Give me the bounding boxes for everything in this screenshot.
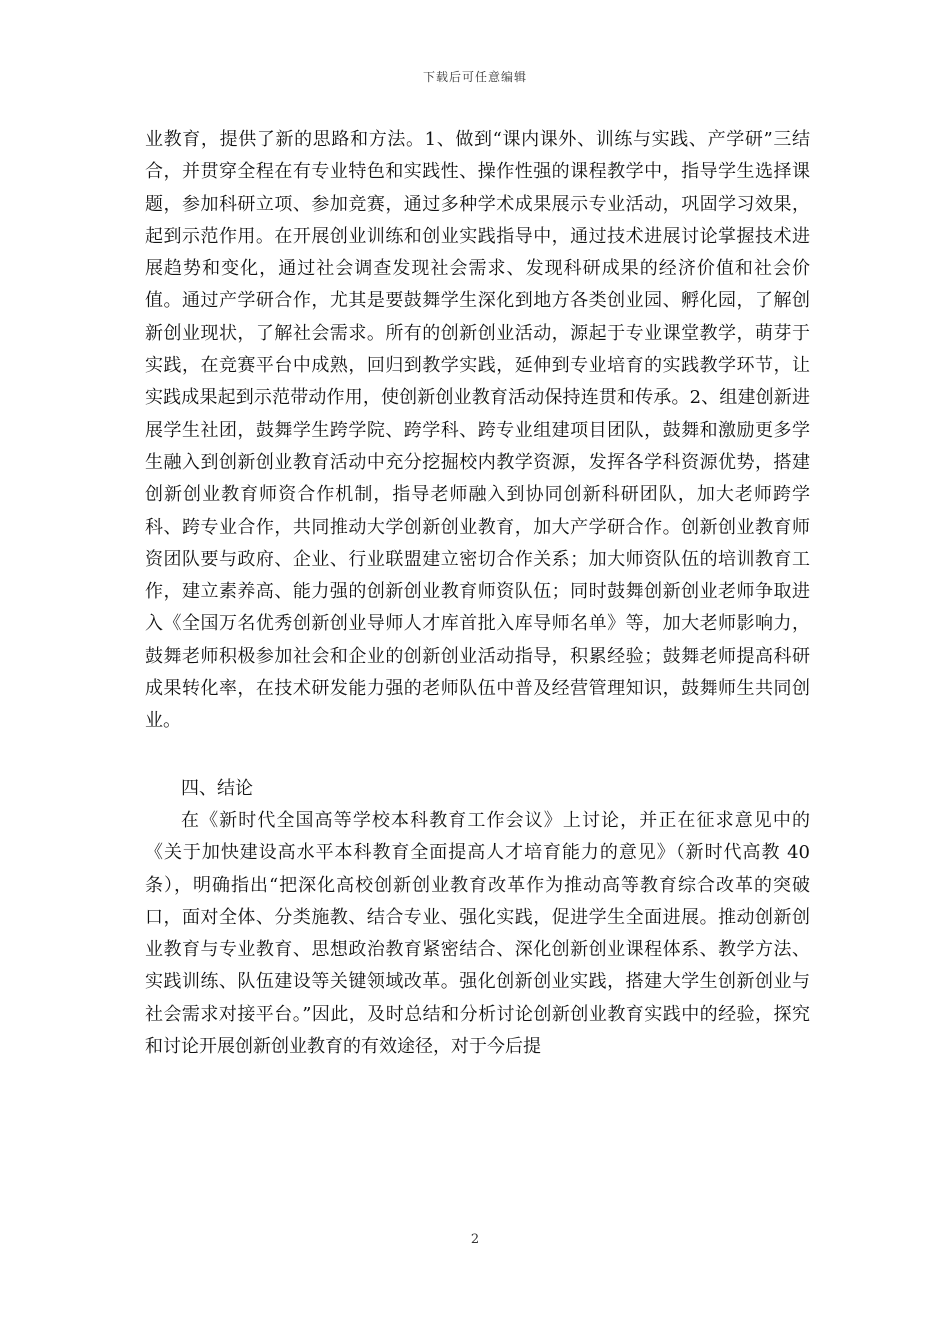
body-paragraph-continued: 业教育，提供了新的思路和方法。1、做到“课内课外、训练与实践、产学研”三结合，并贯穿全程在有专业特色和实践性、操作性强的课程教学中，指导学生选择课题，参加科研立项、参加竞赛，通过多种学术成果展示专业活动，巩固学习效果，起到示范作用。在开展创业训练和创业实践指导中，通过技术进展讨论掌握技术进展趋势和变化，通过社会调查发现社会需求、发现科研成果的经济价值和社会价值。通过产学研合作，尤其是要鼓舞学生深化到地方各类创业园、孵化园，了解创新创业现状，了解社会需求。所有的创新创业活动，源起于专业课堂教学，萌芽于实践，在竞赛平台中成熟，回归到教学实践，延伸到专业培育的实践教学环节，让实践成果起到示范带动作用，使创新创业教育活动保持连贯和传承。2、组建创新进展学生社团，鼓舞学生跨学院、跨学科、跨专业组建项目团队，鼓舞和激励更多学生融入到创新创业教育活动中充分挖掘校内教学资源，发挥各学科资源优势，搭建创新创业教育师资合作机制，指导老师融入到协同创新科研团队，加大老师跨学科、跨专业合作，共同推动大学创新创业教育，加大产学研合作。创新创业教育师资团队要与政府、企业、行业联盟建立密切合作关系；加大师资队伍的培训教育工作，建立素养高、能力强的创新创业教育师资队伍；同时鼓舞创新创业老师争取进入《全国万名优秀创新创业导师人才库首批入库导师名单》等，加大老师影响力，鼓舞老师积极参加社会和企业的创新创业活动指导，积累经验；鼓舞老师提高科研成果转化率，在技术研发能力强的老师队伍中普及经营管理知识，鼓舞师生共同创业。 — [145, 129, 810, 732]
body-paragraph-conclusion: 在《新时代全国高等学校本科教育工作会议》上讨论，并正在征求意见中的《关于加快建设高水平本科教育全面提高人才培育能力的意见》（新时代高教 40 条），明确指出“把深化高校创新创业教育改革作为推动高等教育综合改革的突破口，面对全体、分类施教、结合专业、强化实践，促进学生全面进展。推动创新创业教育与专业教育、思想政治教育紧密结合、深化创新创业课程体系、教学方法、实践训练、队伍建设等关键领域改革。强化创新创业实践，搭建大学生创新创业与社会需求对接平台。”因此，及时总结和分析讨论创新创业教育实践中的经验，探究和讨论开展创新创业教育的有效途径，对于今后提 — [145, 809, 810, 1058]
page-number: 2 — [470, 1232, 480, 1247]
document-body — [145, 124, 810, 1063]
section-heading: 四、结论 — [181, 777, 253, 799]
page-header: 下载后可任意编辑 — [422, 70, 527, 84]
